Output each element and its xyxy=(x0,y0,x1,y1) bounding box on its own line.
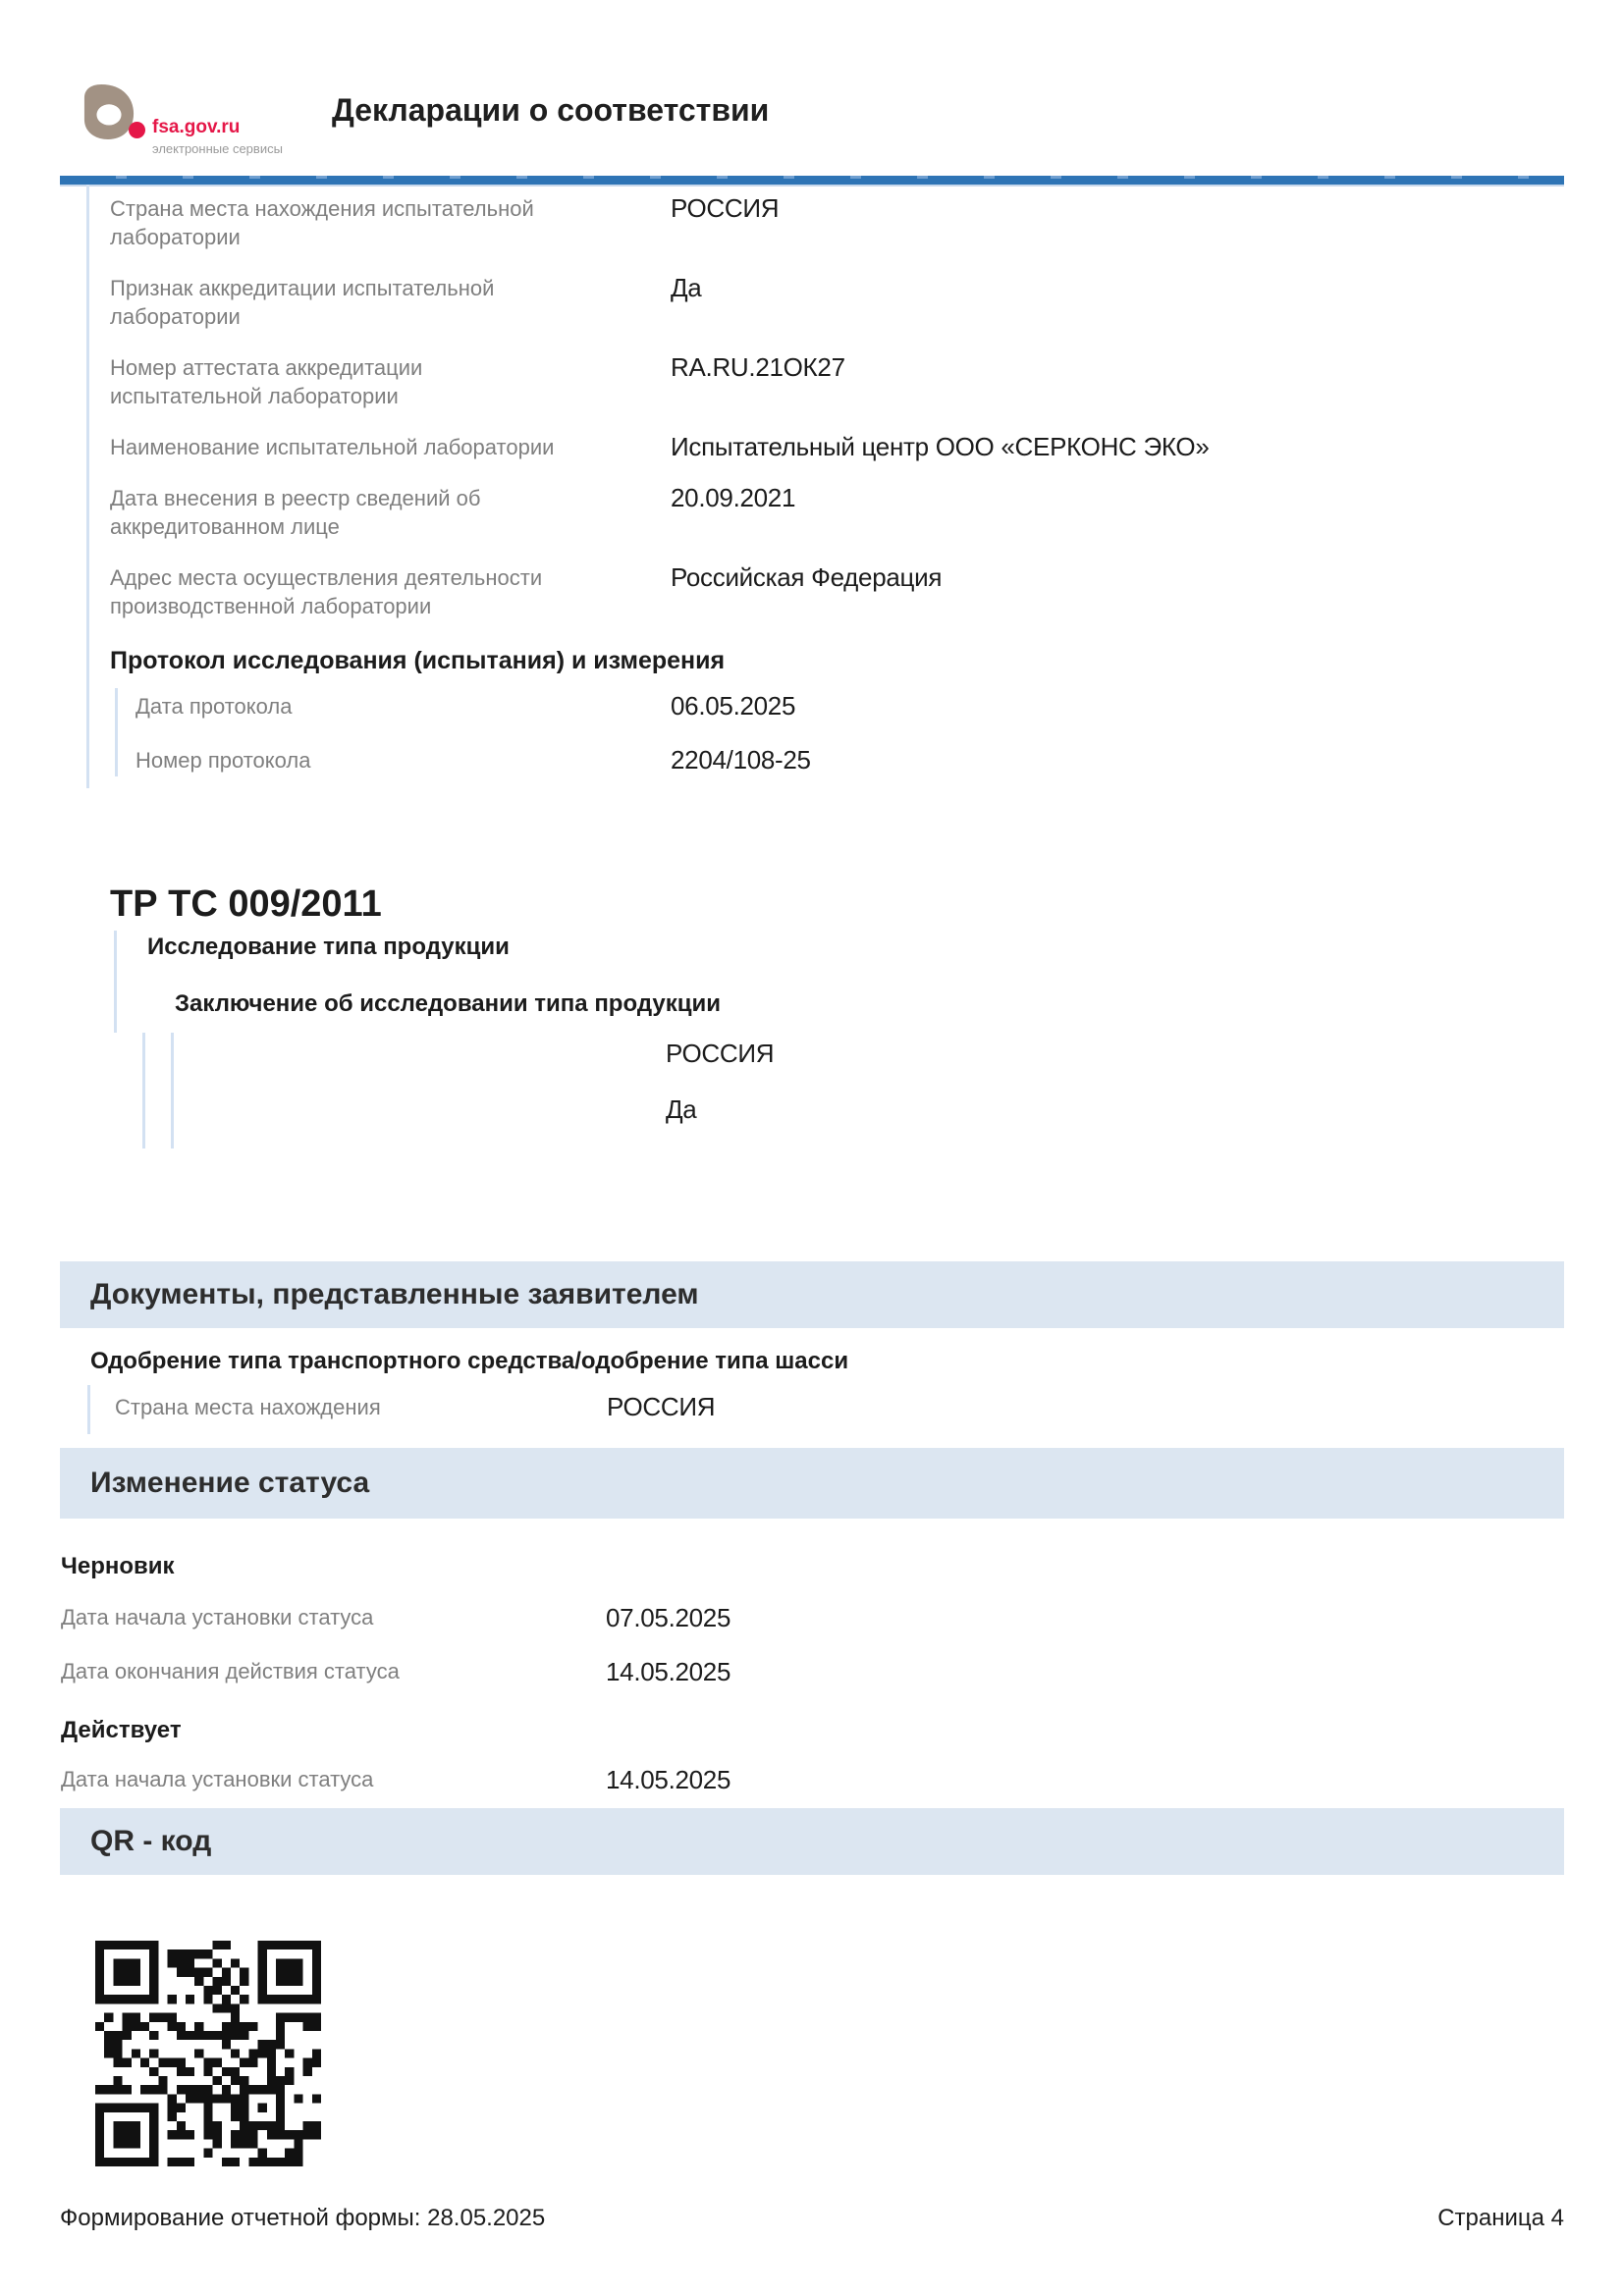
row-value: РОССИЯ xyxy=(671,193,780,223)
row-value: 2204/108-25 xyxy=(671,745,811,774)
subsection-accent-line xyxy=(87,1385,90,1434)
table-row xyxy=(110,353,1564,410)
logo-red-dot-icon xyxy=(129,122,145,138)
row-value: РОССИЯ xyxy=(607,1392,716,1421)
table-row xyxy=(135,746,1564,774)
subsection-accent-line xyxy=(115,688,118,776)
row-value: 14.05.2025 xyxy=(606,1765,731,1794)
row-label: Страна места нахождения xyxy=(115,1395,381,1419)
table-header-bar xyxy=(60,176,1564,185)
protocol-subsection xyxy=(110,692,1564,774)
lab-info-section xyxy=(60,185,1564,788)
logo-site-text: fsa.gov.ru xyxy=(152,117,241,137)
logo-tagline-text: электронные сервисы xyxy=(152,141,283,156)
table-row xyxy=(110,484,1564,541)
row-value: RA.RU.21ОК27 xyxy=(671,352,845,382)
table-row xyxy=(60,1765,1564,1794)
table-row xyxy=(60,1603,1564,1632)
row-value: 07.05.2025 xyxy=(606,1603,731,1632)
tr-ts-subheading: Заключение об исследовании типа продукции xyxy=(175,990,721,1017)
table-row xyxy=(135,692,1564,721)
row-value: Российская Федерация xyxy=(671,562,943,592)
documents-subheading: Одобрение типа транспортного средства/одобрение типа шасси xyxy=(90,1348,849,1374)
row-value: Да xyxy=(671,273,702,302)
table-row xyxy=(110,194,1564,251)
row-value: 06.05.2025 xyxy=(671,691,796,721)
documents-banner: Документы, представленные заявителем xyxy=(60,1261,1564,1328)
row-label: Номер аттестата аккредитации испытательной лаборатории xyxy=(110,355,423,408)
protocol-section-heading: Протокол исследования (испытания) и измерения xyxy=(110,647,726,674)
documents-section xyxy=(60,1261,1564,1421)
tr-ts-subheading: Исследование типа продукции xyxy=(147,934,510,960)
row-value: РОССИЯ xyxy=(666,1039,775,1068)
row-label: Признак аккредитации испытательной лаборатории xyxy=(110,276,495,329)
qr-code-image xyxy=(95,1941,321,2166)
subsection-accent-line xyxy=(142,1033,145,1148)
row-label: Дата начала установки статуса xyxy=(61,1605,374,1629)
footer-page-number: Страница 4 xyxy=(1437,2205,1564,2231)
subsection-accent-line xyxy=(171,1033,174,1148)
table-row xyxy=(110,563,1564,620)
row-label: Дата окончания действия статуса xyxy=(61,1659,400,1683)
row-value: 14.05.2025 xyxy=(606,1657,731,1686)
row-label: Дата протокола xyxy=(135,694,293,719)
fsa-logo-icon xyxy=(82,83,135,140)
status-change-section xyxy=(60,1448,1564,1794)
qr-section xyxy=(60,1808,1564,1875)
table-row xyxy=(110,274,1564,331)
qr-banner: QR - код xyxy=(60,1808,1564,1875)
row-value: Да xyxy=(666,1095,697,1124)
row-label: Страна места нахождения испытательной лаборатории xyxy=(110,196,534,249)
fsa-logo xyxy=(152,118,283,155)
tr-ts-section xyxy=(60,881,1564,1124)
status-group-name: Действует xyxy=(61,1717,182,1743)
row-value: 20.09.2021 xyxy=(671,483,796,512)
row-label: Дата начала установки статуса xyxy=(61,1767,374,1791)
row-label: Наименование испытательной лаборатории xyxy=(110,435,555,459)
page-footer xyxy=(60,2205,1564,2232)
table-row xyxy=(60,1393,1564,1421)
row-label: Адрес места осуществления деятельности производственной лаборатории xyxy=(110,565,543,618)
section-accent-line xyxy=(86,185,89,788)
footer-generated-text: Формирование отчетной формы: 28.05.2025 xyxy=(60,2205,546,2231)
table-row xyxy=(60,1657,1564,1686)
row-value: Испытательный центр ООО «СЕРКОНС ЭКО» xyxy=(671,432,1210,461)
tr-ts-heading: ТР ТС 009/2011 xyxy=(110,883,382,925)
section-accent-line xyxy=(114,931,117,1033)
page-title: Декларации о соответствии xyxy=(332,92,770,128)
row-label: Номер протокола xyxy=(135,748,311,773)
table-row xyxy=(110,433,1564,461)
status-banner: Изменение статуса xyxy=(60,1448,1564,1519)
status-group-name: Черновик xyxy=(61,1553,175,1579)
row-label: Дата внесения в реестр сведений об аккредитованном лице xyxy=(110,486,481,539)
